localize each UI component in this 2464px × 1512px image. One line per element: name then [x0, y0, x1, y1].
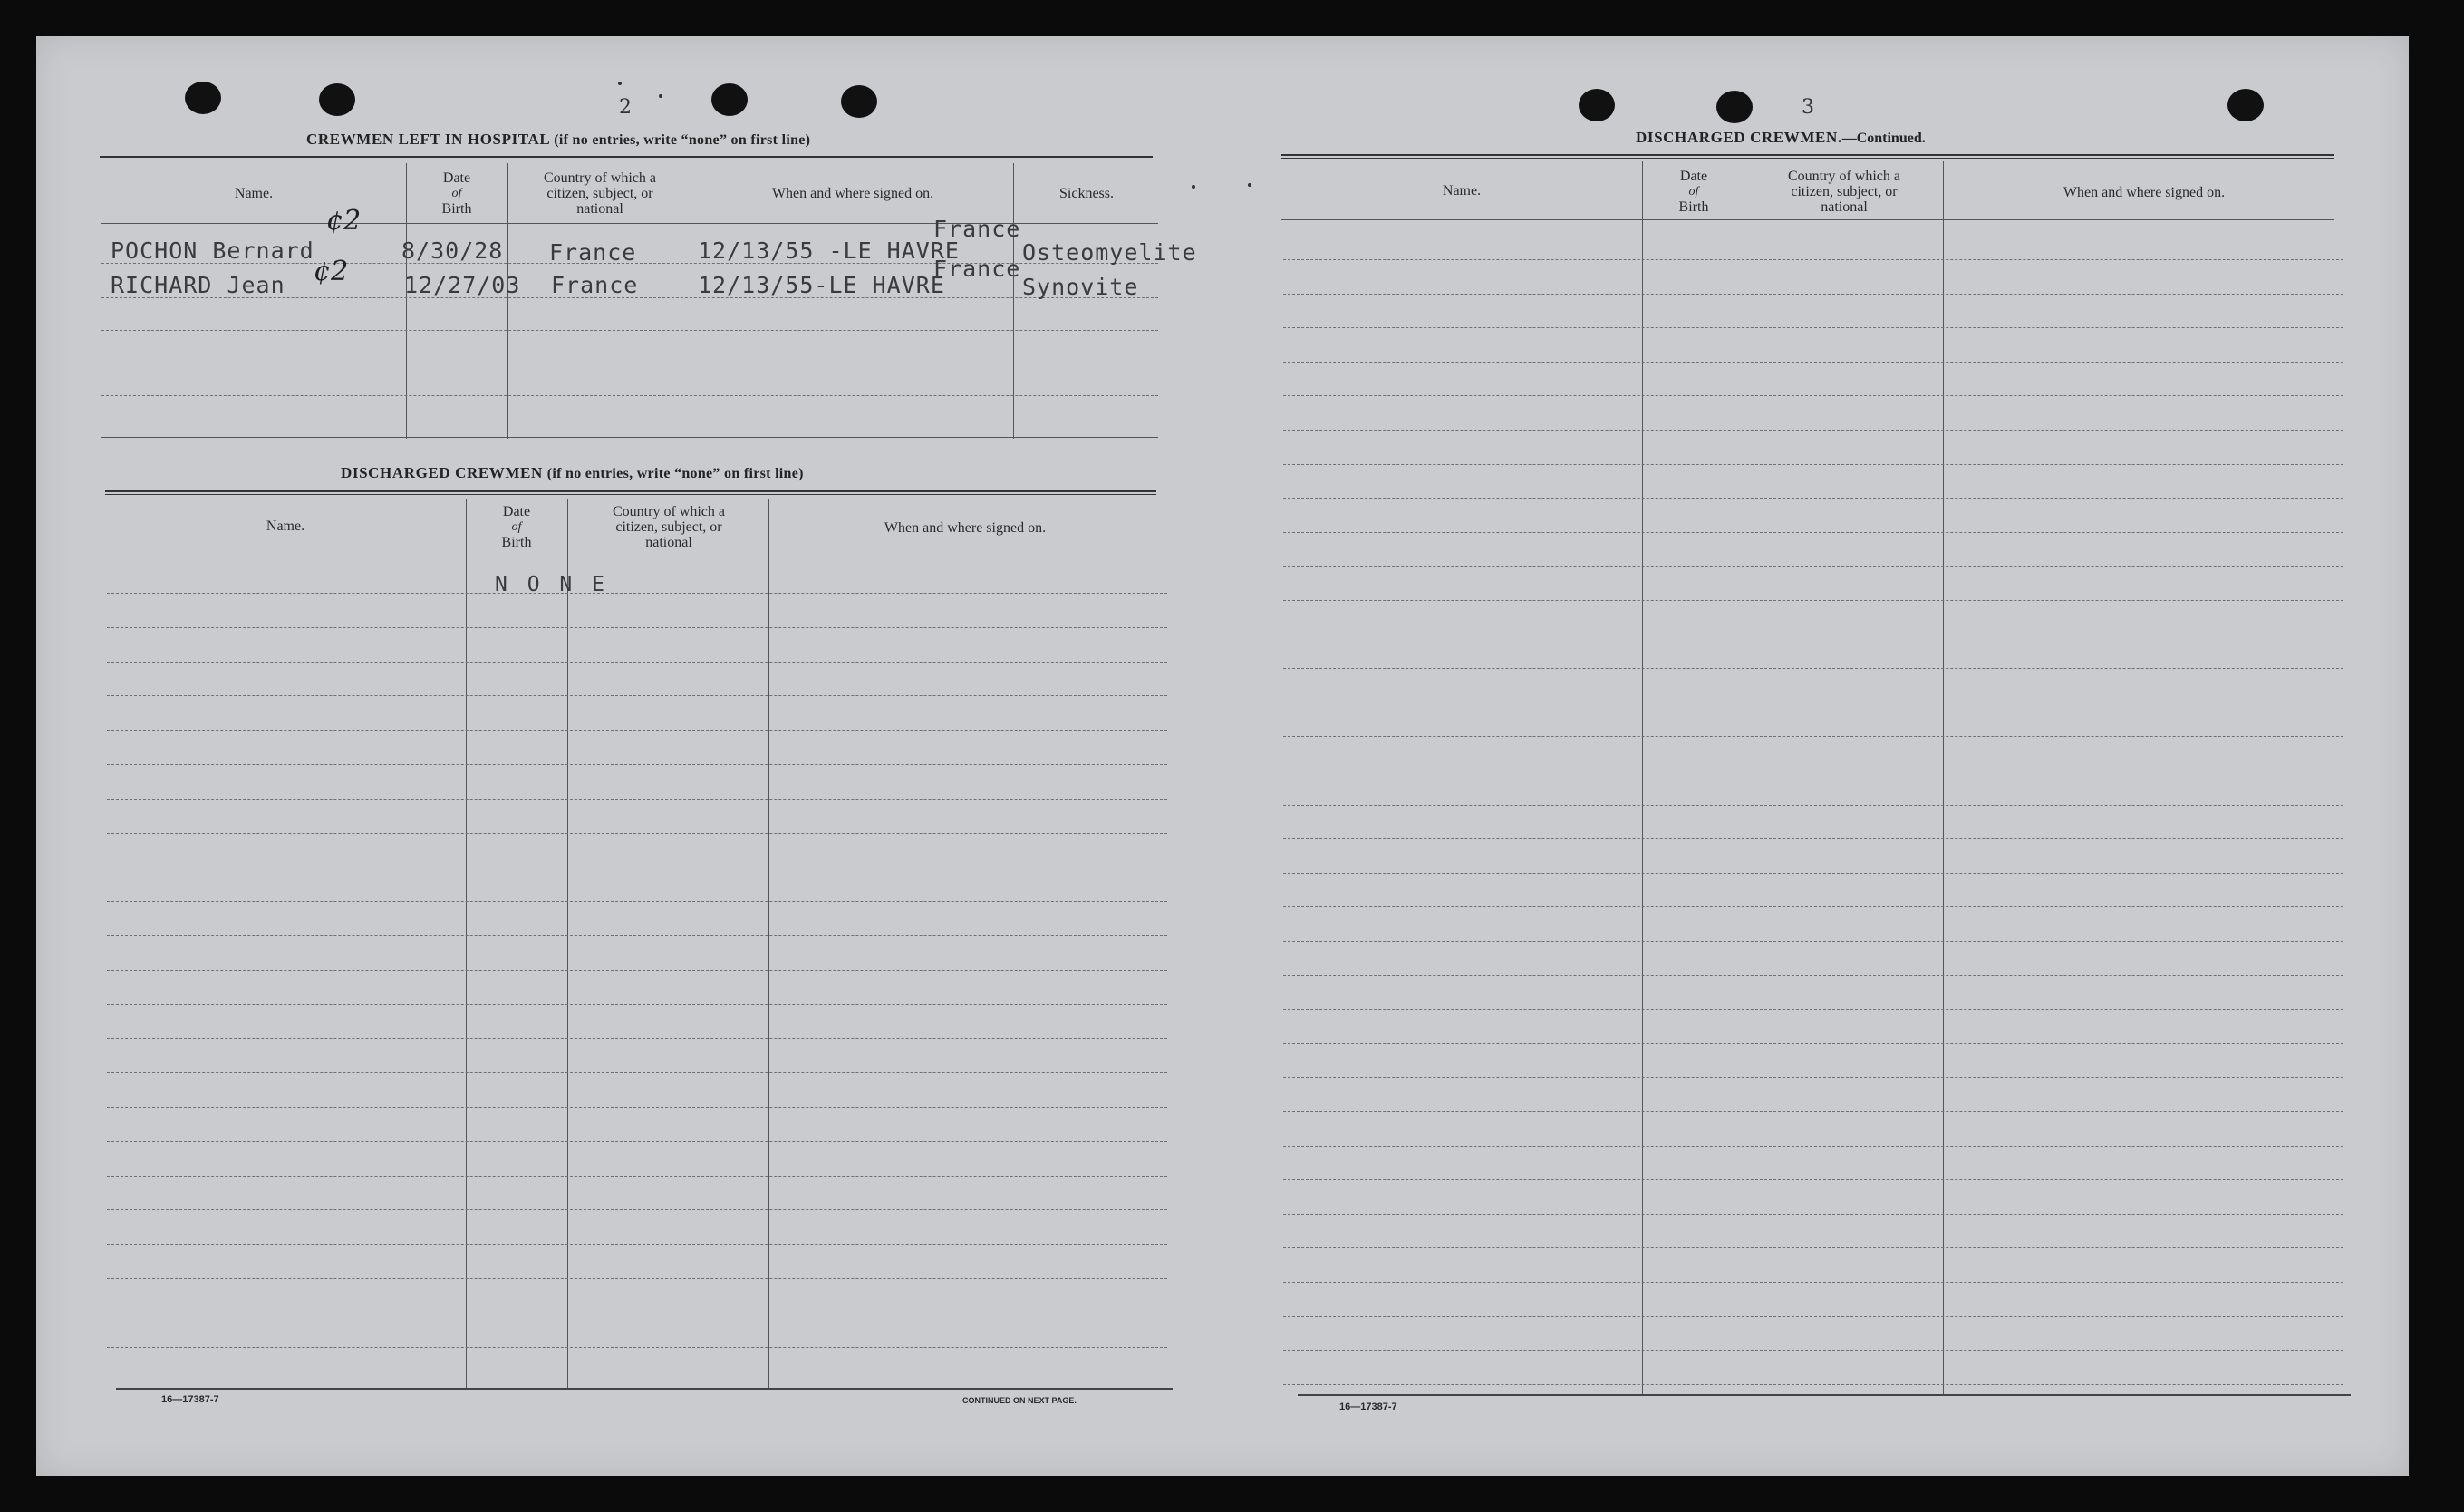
- entry-country: France: [549, 239, 637, 266]
- ruled-row-line: [1283, 906, 2343, 907]
- ruled-row-line: [1283, 1009, 2343, 1010]
- ruled-row-line: [107, 1244, 1167, 1245]
- dob-line: of: [1688, 185, 1699, 199]
- ruled-row-line: [1283, 294, 2343, 295]
- entry-sickness: Synovite: [1022, 274, 1139, 300]
- ruled-row-line: [107, 593, 1167, 594]
- discharged-col-divider: [768, 499, 769, 1389]
- entry-dob: 8/30/28: [401, 237, 504, 264]
- ruled-row-line: [1283, 1214, 2343, 1215]
- ruled-row-line: [107, 627, 1167, 628]
- ruled-row-line: [1283, 362, 2343, 363]
- hospital-row-line: [101, 330, 1158, 331]
- ruled-row-line: [1283, 1111, 2343, 1112]
- discharged-title-text: DISCHARGED CREWMEN: [341, 464, 543, 481]
- entry-signed-country: France: [933, 256, 1021, 282]
- ruled-row-line: [107, 1038, 1167, 1039]
- ruled-row-line: [107, 935, 1167, 936]
- ruled-row-line: [1283, 1350, 2343, 1351]
- punch-hole: [2227, 89, 2264, 121]
- ruled-row-line: [107, 1176, 1167, 1177]
- col-header-country: [569, 504, 768, 550]
- ruled-row-line: [1283, 430, 2343, 431]
- dob-line: Date: [442, 170, 471, 186]
- punch-hole: [185, 82, 221, 114]
- entry-country: France: [551, 272, 639, 298]
- ruled-row-line: [1283, 259, 2343, 260]
- ruled-row-line: [107, 1141, 1167, 1142]
- ruled-row-line: [1283, 736, 2343, 737]
- ruled-row-line: [1283, 498, 2343, 499]
- col-header-signed: When and where signed on.: [884, 520, 1047, 536]
- right-bottom-rule: [1298, 1394, 2351, 1396]
- ruled-row-line: [1283, 1146, 2343, 1147]
- ruled-row-line: [1283, 838, 2343, 839]
- handwritten-mark: ¢2: [326, 205, 362, 237]
- ruled-row-line: [1283, 327, 2343, 328]
- form-number: 16—17387-7: [161, 1394, 219, 1405]
- hospital-col-divider: [406, 163, 407, 439]
- hospital-top-rule: [100, 156, 1153, 160]
- dob-line: of: [451, 187, 462, 200]
- right-header-rule: [1281, 219, 2334, 220]
- ruled-row-line: [107, 1004, 1167, 1005]
- country-line: citizen, subject, or: [615, 519, 722, 535]
- discharged-section-title: [341, 464, 804, 482]
- punch-hole: [711, 83, 748, 116]
- ruled-row-line: [1283, 805, 2343, 806]
- ink-speck: [618, 82, 622, 85]
- right-title-suffix: —Continued.: [1841, 131, 1926, 146]
- dob-line: Birth: [1678, 199, 1709, 215]
- document-sheet: [36, 36, 2409, 1476]
- ruled-row-line: [107, 1107, 1167, 1108]
- col-header-dob: [408, 170, 506, 217]
- dob-line: of: [511, 520, 522, 534]
- entry-name: RICHARD Jean: [111, 272, 285, 298]
- page-number: 2: [619, 96, 632, 119]
- ruled-row-line: [1283, 532, 2343, 533]
- ruled-row-line: [1283, 668, 2343, 669]
- punch-hole: [1716, 91, 1753, 123]
- country-line: national: [1821, 199, 1868, 215]
- ruled-row-line: [1283, 566, 2343, 567]
- country-line: national: [576, 201, 623, 217]
- ruled-row-line: [1283, 1384, 2343, 1385]
- ruled-row-line: [1283, 1247, 2343, 1248]
- entry-name: POCHON Bernard: [111, 237, 314, 264]
- dob-line: Birth: [501, 535, 532, 550]
- ruled-row-line: [107, 1072, 1167, 1073]
- ruled-row-line: [107, 1278, 1167, 1279]
- entry-signed: 12/13/55 -LE HAVRE: [698, 237, 960, 264]
- entry-dob: 12/27/03: [404, 272, 521, 298]
- ruled-row-line: [1283, 600, 2343, 601]
- ink-speck: [1248, 183, 1251, 187]
- ruled-row-line: [107, 901, 1167, 902]
- hospital-subtitle-text: (if no entries, write “none” on first line): [554, 132, 811, 148]
- dob-line: Date: [502, 504, 531, 519]
- ruled-row-line: [1283, 464, 2343, 465]
- right-col-divider: [1943, 161, 1944, 1396]
- handwritten-mark: ¢2: [314, 256, 349, 287]
- ruled-row-line: [107, 970, 1167, 971]
- col-header-name: Name.: [266, 519, 305, 534]
- ruled-row-line: [1283, 873, 2343, 874]
- entry-signed-country: France: [933, 216, 1021, 242]
- col-header-sickness: Sickness.: [1059, 186, 1114, 201]
- ruled-row-line: [1283, 941, 2343, 942]
- right-section-title: [1636, 129, 1926, 147]
- hospital-col-divider: [507, 163, 508, 439]
- ruled-row-line: [107, 833, 1167, 834]
- ruled-row-line: [107, 662, 1167, 663]
- ruled-row-line: [1283, 975, 2343, 976]
- col-header-name: Name.: [1442, 183, 1482, 199]
- discharged-top-rule: [105, 490, 1156, 495]
- discharged-subtitle-text: (if no entries, write “none” on first line): [546, 466, 804, 481]
- ink-speck: [659, 94, 662, 98]
- hospital-section-title: [306, 131, 810, 149]
- country-line: national: [645, 535, 692, 550]
- none-entry: N O N E: [495, 573, 608, 596]
- ruled-row-line: [107, 799, 1167, 800]
- col-header-signed: When and where signed on.: [771, 186, 934, 201]
- hospital-col-divider: [1013, 163, 1014, 439]
- form-number: 16—17387-7: [1339, 1401, 1397, 1412]
- discharged-bottom-rule: [116, 1388, 1173, 1390]
- right-col-divider: [1642, 161, 1643, 1396]
- discharged-col-divider: [567, 499, 568, 1389]
- right-top-rule: [1281, 154, 2334, 159]
- country-line: Country of which a: [544, 170, 656, 186]
- country-line: citizen, subject, or: [1791, 184, 1898, 199]
- hospital-title-text: CREWMEN LEFT IN HOSPITAL: [306, 131, 550, 148]
- ruled-row-line: [107, 1209, 1167, 1210]
- punch-hole: [319, 83, 355, 116]
- right-title-text: DISCHARGED CREWMEN.: [1636, 129, 1842, 146]
- dob-line: Date: [1679, 169, 1708, 184]
- ruled-row-line: [1283, 1282, 2343, 1283]
- entry-sickness: Osteomyelite: [1022, 239, 1197, 266]
- col-header-country: [509, 170, 691, 217]
- ruled-row-line: [1283, 395, 2343, 396]
- ink-speck: [1192, 185, 1195, 189]
- country-line: Country of which a: [613, 504, 725, 519]
- discharged-col-divider: [466, 499, 467, 1389]
- col-header-name: Name.: [234, 186, 274, 201]
- ruled-row-line: [107, 1347, 1167, 1348]
- ruled-row-line: [1283, 1077, 2343, 1078]
- continued-note: CONTINUED ON NEXT PAGE.: [962, 1396, 1077, 1405]
- punch-hole: [1579, 89, 1615, 121]
- page-number: 3: [1802, 96, 1814, 119]
- country-line: Country of which a: [1788, 169, 1900, 184]
- col-header-signed: When and where signed on.: [2063, 185, 2226, 200]
- col-header-dob: [468, 504, 565, 550]
- ruled-row-line: [107, 695, 1167, 696]
- ruled-row-line: [107, 730, 1167, 731]
- ruled-row-line: [1283, 1179, 2343, 1180]
- punch-hole: [841, 85, 877, 118]
- entry-signed: 12/13/55-LE HAVRE: [698, 272, 945, 298]
- ruled-row-line: [107, 764, 1167, 765]
- ruled-row-line: [1283, 1043, 2343, 1044]
- hospital-bottom-rule: [101, 437, 1158, 438]
- country-line: citizen, subject, or: [546, 186, 653, 201]
- ruled-row-line: [1283, 1316, 2343, 1317]
- col-header-country: [1745, 169, 1943, 215]
- hospital-row-line: [101, 395, 1158, 396]
- dob-line: Birth: [441, 201, 472, 217]
- col-header-dob: [1644, 169, 1744, 215]
